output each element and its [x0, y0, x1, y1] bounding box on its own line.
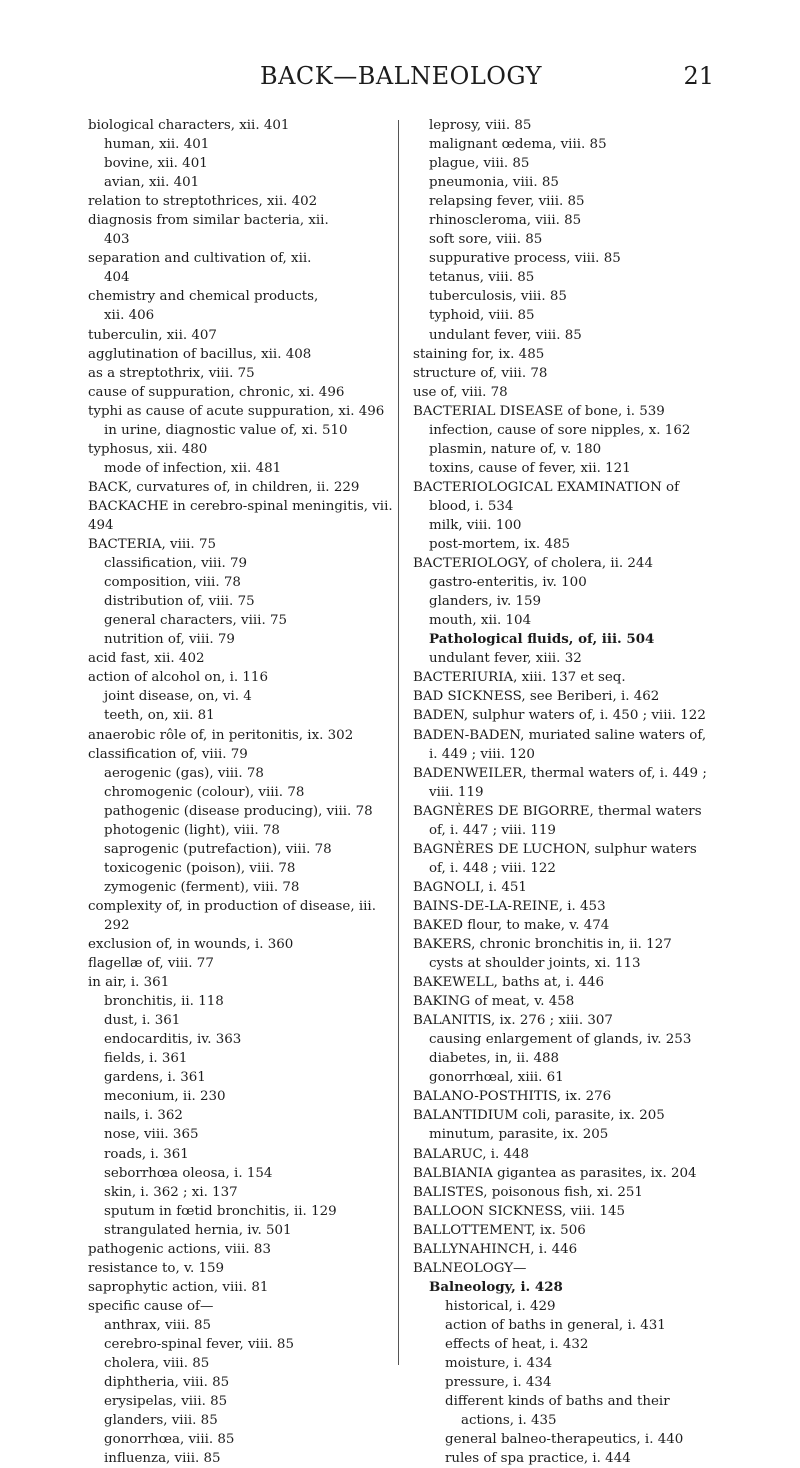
index-entry: bronchitis, ii. 118 — [104, 994, 224, 1010]
index-entry: chemistry and chemical products, — [88, 289, 319, 305]
index-entry: BALANITIS, ix. 276 ; xiii. 307 — [413, 1013, 613, 1029]
index-entry: mode of infection, xii. 481 — [104, 460, 282, 476]
index-entry: gardens, i. 361 — [104, 1070, 206, 1086]
index-entry: staining for, ix. 485 — [413, 346, 545, 362]
index-entry: use of, viii. 78 — [413, 384, 508, 400]
index-entry: avian, xii. 401 — [104, 175, 200, 191]
index-entry: milk, viii. 100 — [429, 517, 522, 533]
index-entry: photogenic (light), viii. 78 — [104, 822, 280, 838]
index-entry: blood, i. 534 — [429, 498, 514, 514]
column-divider — [398, 120, 399, 1365]
index-entry: cholera, viii. 85 — [104, 1356, 210, 1372]
index-entry: 494 — [88, 517, 114, 533]
index-entry: BALLOTTEMENT, ix. 506 — [413, 1222, 586, 1238]
index-entry: gonorrhœal, xiii. 61 — [429, 1070, 564, 1086]
index-entry: bovine, xii. 401 — [104, 156, 208, 172]
index-entry: causing enlargement of glands, iv. 253 — [429, 1032, 692, 1048]
index-entry: BAD SICKNESS, see Beriberi, i. 462 — [413, 689, 660, 705]
index-entry: general balneo-therapeutics, i. 440 — [445, 1432, 684, 1448]
index-entry: action of baths in general, i. 431 — [445, 1317, 666, 1333]
index-entry: plasmin, nature of, v. 180 — [429, 441, 602, 457]
index-entry: complexity of, in production of disease, iii. — [88, 898, 376, 914]
index-entry: of, i. 448 ; viii. 122 — [429, 860, 556, 876]
index-entry: tetanus, viii. 85 — [429, 270, 535, 286]
index-entry: BACKACHE in cerebro-spinal meningitis, vii. — [88, 498, 393, 514]
index-entry: nutrition of, viii. 79 — [104, 632, 235, 648]
index-entry: classification of, viii. 79 — [88, 746, 248, 762]
index-entry: BAGNOLI, i. 451 — [413, 879, 527, 895]
index-entry: dust, i. 361 — [104, 1013, 181, 1029]
index-entry: in air, i. 361 — [88, 975, 170, 991]
index-entry: composition, viii. 78 — [104, 575, 241, 591]
index-entry: relation to streptothrices, xii. 402 — [88, 194, 318, 210]
index-entry: influenza, viii. 85 — [104, 1451, 221, 1467]
index-entry: BALNEOLOGY— — [413, 1260, 527, 1276]
index-entry: BAKEWELL, baths at, i. 446 — [413, 975, 605, 991]
index-entry: as a streptothrix, viii. 75 — [88, 365, 255, 381]
index-entry: infection, cause of sore nipples, x. 162 — [429, 422, 691, 438]
index-entry: undulant fever, viii. 85 — [429, 327, 582, 343]
index-entry: plague, viii. 85 — [429, 156, 530, 172]
index-entry: typhosus, xii. 480 — [88, 441, 208, 457]
index-entry: BADENWEILER, thermal waters of, i. 449 ; — [413, 765, 707, 781]
index-entry: BAKERS, chronic bronchitis in, ii. 127 — [413, 937, 672, 953]
index-column-right — [413, 116, 715, 1468]
index-entry: undulant fever, xiii. 32 — [429, 651, 582, 667]
index-entry: diphtheria, viii. 85 — [104, 1375, 230, 1391]
index-entry: BALANTIDIUM coli, parasite, ix. 205 — [413, 1108, 665, 1124]
index-entry: skin, i. 362 ; xi. 137 — [104, 1184, 238, 1200]
index-entry: joint disease, on, vi. 4 — [104, 689, 252, 705]
index-entry: mouth, xii. 104 — [429, 613, 532, 629]
index-entry: erysipelas, viii. 85 — [104, 1394, 228, 1410]
index-entry: leprosy, viii. 85 — [429, 118, 532, 133]
index-entry: pneumonia, viii. 85 — [429, 175, 559, 191]
index-entry: BALARUC, i. 448 — [413, 1146, 530, 1162]
index-entry: of, i. 447 ; viii. 119 — [429, 822, 556, 838]
index-entry: saprogenic (putrefaction), viii. 78 — [104, 841, 332, 857]
index-entry: exclusion of, in wounds, i. 360 — [88, 937, 294, 953]
index-entry: BAKING of meat, v. 458 — [413, 994, 575, 1010]
index-entry: agglutination of bacillus, xii. 408 — [88, 346, 312, 362]
index-entry: pressure, i. 434 — [445, 1375, 552, 1391]
index-entry: cause of suppuration, chronic, xi. 496 — [88, 384, 345, 400]
index-entry: gonorrhœa, viii. 85 — [104, 1432, 235, 1448]
index-entry: BACTERIOLOGY, of cholera, ii. 244 — [413, 556, 653, 572]
index-entry: zymogenic (ferment), viii. 78 — [104, 879, 300, 895]
index-entry: glanders, viii. 85 — [104, 1413, 218, 1429]
index-entry: different kinds of baths and their — [445, 1394, 670, 1410]
index-entry: actions, i. 435 — [461, 1413, 557, 1429]
index-entry: BACTERIAL DISEASE of bone, i. 539 — [413, 403, 665, 419]
index-entry: 292 — [104, 917, 130, 933]
index-entry: relapsing fever, viii. 85 — [429, 194, 585, 210]
index-entry: BALANO-POSTHITIS, ix. 276 — [413, 1089, 612, 1105]
index-entry: cysts at shoulder joints, xi. 113 — [429, 956, 641, 972]
running-title: BACK—BALNEOLOGY — [259, 62, 543, 90]
index-entry: pathogenic actions, viii. 83 — [88, 1241, 271, 1257]
index-entry: tuberculin, xii. 407 — [88, 327, 217, 343]
index-entry: Balneology, i. 428 — [429, 1278, 563, 1295]
index-entry: BALLYNAHINCH, i. 446 — [413, 1241, 578, 1257]
page-header — [88, 62, 714, 102]
index-entry: cerebro-spinal fever, viii. 85 — [104, 1337, 294, 1352]
index-entry: BALLOON SICKNESS, viii. 145 — [413, 1203, 626, 1219]
index-entry: pathogenic (disease producing), viii. 78 — [104, 803, 373, 819]
index-entry: BALISTES, poisonous fish, xi. 251 — [413, 1184, 643, 1200]
index-entry: post-mortem, ix. 485 — [429, 537, 570, 553]
index-entry: teeth, on, xii. 81 — [104, 708, 215, 724]
index-entry: BACTERIA, viii. 75 — [88, 537, 216, 553]
index-entry: diagnosis from similar bacteria, xii. — [88, 213, 329, 229]
index-entry: anthrax, viii. 85 — [104, 1317, 212, 1333]
index-column-left — [88, 116, 393, 1468]
index-entry: toxicogenic (poison), viii. 78 — [104, 860, 296, 876]
index-entry: BAKED flour, to make, v. 474 — [413, 917, 610, 933]
index-entry: effects of heat, i. 432 — [445, 1337, 589, 1352]
index-entry: resistance to, v. 159 — [88, 1260, 225, 1276]
index-entry: xii. 406 — [104, 308, 155, 324]
index-entry: roads, i. 361 — [104, 1146, 189, 1162]
index-entry: nails, i. 362 — [104, 1108, 183, 1124]
index-entry: moisture, i. 434 — [445, 1356, 553, 1372]
index-entry: minutum, parasite, ix. 205 — [429, 1127, 609, 1143]
index-entry: 404 — [104, 270, 130, 286]
index-entry: glanders, iv. 159 — [429, 594, 542, 610]
index-entry: separation and cultivation of, xii. — [88, 251, 312, 267]
index-entry: classification, viii. 79 — [104, 556, 248, 572]
index-entry: general characters, viii. 75 — [104, 613, 288, 629]
index-entry: anaerobic rôle of, in peritonitis, ix. 302 — [88, 727, 354, 743]
index-entry: BADEN, sulphur waters of, i. 450 ; viii. 122 — [413, 708, 706, 724]
index-entry: Pathological fluids, of, iii. 504 — [429, 631, 655, 648]
index-entry: acid fast, xii. 402 — [88, 651, 205, 667]
index-entry: suppurative process, viii. 85 — [429, 251, 621, 267]
index-entry: in urine, diagnostic value of, xi. 510 — [104, 422, 348, 438]
index-entry: specific cause of— — [88, 1298, 214, 1314]
index-entry: meconium, ii. 230 — [104, 1089, 226, 1105]
index-entry: gastro-enteritis, iv. 100 — [429, 575, 587, 591]
index-entry: aerogenic (gas), viii. 78 — [104, 765, 264, 781]
index-entry: BACK, curvatures of, in children, ii. 229 — [88, 479, 360, 495]
index-entry: BAGNÈRES DE LUCHON, sulphur waters — [413, 841, 697, 857]
index-entry: BALBIANIA gigantea as parasites, ix. 204 — [413, 1165, 697, 1181]
index-entry: toxins, cause of fever, xii. 121 — [429, 460, 631, 476]
index-entry: historical, i. 429 — [445, 1298, 556, 1314]
index-entry: soft sore, viii. 85 — [429, 232, 543, 248]
index-entry: rhinoscleroma, viii. 85 — [429, 213, 582, 229]
index-entry: i. 449 ; viii. 120 — [429, 746, 535, 762]
index-entry: viii. 119 — [429, 784, 484, 800]
index-entry: structure of, viii. 78 — [413, 365, 548, 381]
index-entry: distribution of, viii. 75 — [104, 594, 255, 610]
index-entry: BAINS-DE-LA-REINE, i. 453 — [413, 898, 606, 914]
index-entry: saprophytic action, viii. 81 — [88, 1279, 269, 1295]
index-entry: BADEN-BADEN, muriated saline waters of, — [413, 727, 707, 743]
index-entry: human, xii. 401 — [104, 137, 210, 153]
index-entry: malignant œdema, viii. 85 — [429, 137, 607, 153]
index-entry: typhi as cause of acute suppuration, xi. 496 — [88, 403, 385, 419]
index-entry: chromogenic (colour), viii. 78 — [104, 784, 305, 800]
index-entry: flagellæ of, viii. 77 — [88, 956, 214, 972]
index-entry: sputum in fœtid bronchitis, ii. 129 — [104, 1203, 337, 1219]
index-entry: diabetes, in, ii. 488 — [429, 1051, 560, 1067]
index-entry: rules of spa practice, i. 444 — [445, 1451, 631, 1467]
page-number: 21 — [683, 62, 714, 90]
index-entry: 403 — [104, 232, 130, 248]
index-entry: nose, viii. 365 — [104, 1127, 199, 1143]
index-entry: seborrhœa oleosa, i. 154 — [104, 1165, 273, 1181]
index-entry: biological characters, xii. 401 — [88, 118, 290, 133]
index-entry: BAGNÈRES DE BIGORRE, thermal waters — [413, 803, 702, 819]
index-entry: action of alcohol on, i. 116 — [88, 670, 268, 686]
index-entry: tuberculosis, viii. 85 — [429, 289, 567, 305]
index-entry: fields, i. 361 — [104, 1051, 188, 1067]
index-entry: strangulated hernia, iv. 501 — [104, 1222, 292, 1238]
index-entry: endocarditis, iv. 363 — [104, 1032, 242, 1048]
index-entry: typhoid, viii. 85 — [429, 308, 535, 324]
index-entry: BACTERIOLOGICAL EXAMINATION of — [413, 479, 680, 495]
index-entry: BACTERIURIA, xiii. 137 et seq. — [413, 670, 626, 686]
